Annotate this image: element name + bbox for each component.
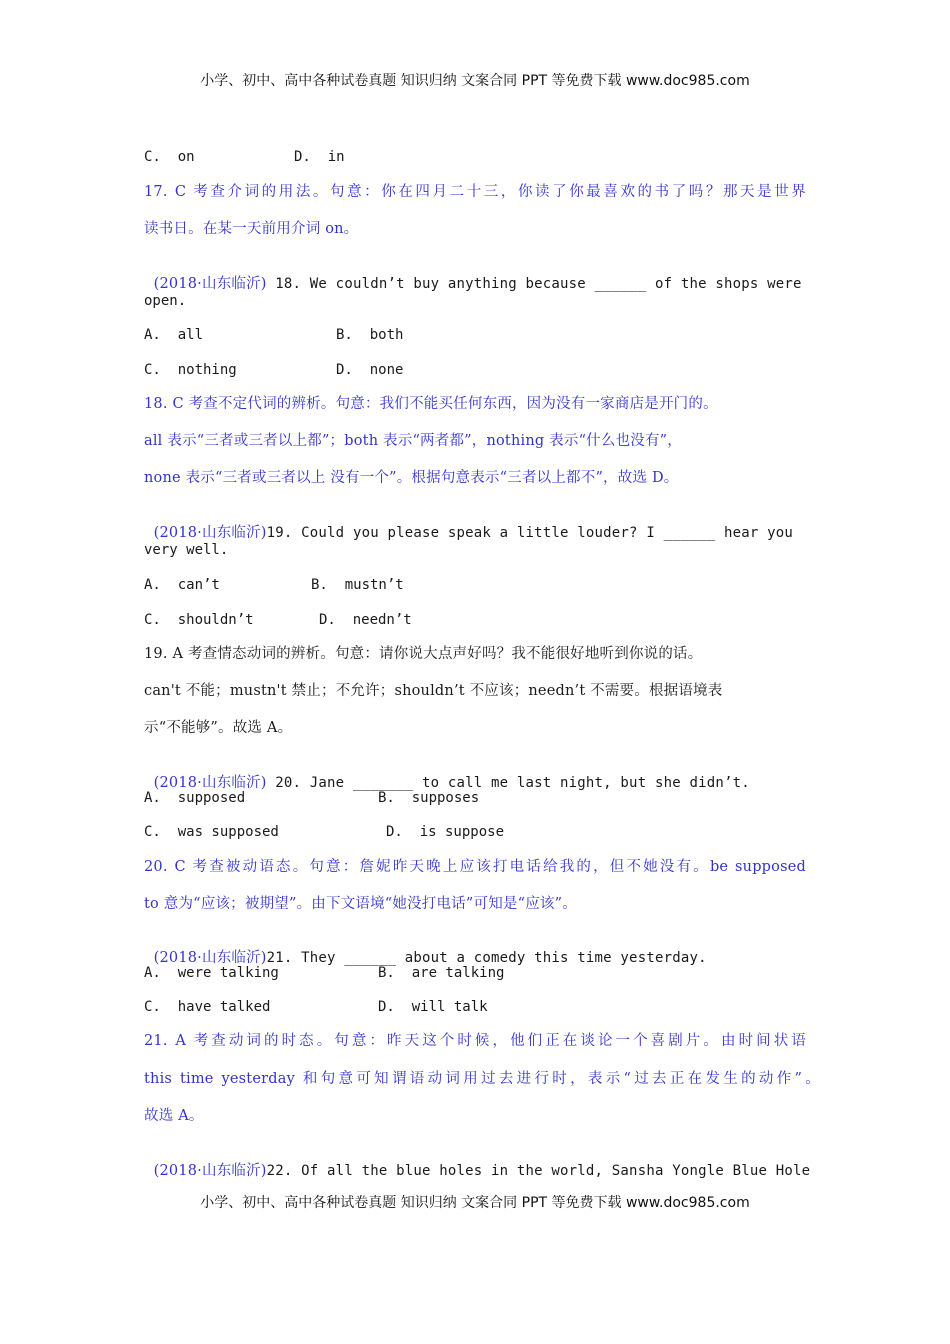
- q21-question: [144, 928, 707, 968]
- q18-answer-line-3: none 表示“三者或三者以上 没有一个”。根据句意表示“三者以上都不”，故选 D。: [144, 470, 679, 486]
- q18-option-b: B. both: [336, 327, 404, 343]
- q20-stem: 20. Jane _______ to call me last night, but she didn’t.: [266, 775, 750, 791]
- q18-option-c: C. nothing: [144, 362, 237, 378]
- q17-option-d: D. in: [294, 149, 345, 165]
- q21-option-d: D. will talk: [378, 999, 488, 1015]
- q21-option-a: A. were talking: [144, 965, 279, 981]
- q19-option-b: B. mustn’t: [311, 577, 404, 593]
- q19-option-c: C. shouldn’t: [144, 612, 254, 628]
- q19-option-d: D. needn’t: [319, 612, 412, 628]
- q18-option-a: A. all: [144, 327, 204, 343]
- q18-source: (2018·山东临沂): [153, 276, 267, 292]
- q19-option-a: A. can’t: [144, 577, 220, 593]
- q17-option-c: C. on: [144, 149, 195, 165]
- q21-answer-line-2: this time yesterday 和句意可知谓语动词用过去进行时，表示“过去正在发生的动作”。: [144, 1071, 820, 1087]
- q19-answer-line-1: 19. A 考查情态动词的辨析。句意：请你说大点声好吗？我不能很好地听到你说的话。: [144, 646, 703, 662]
- q20-option-c: C. was supposed: [144, 824, 279, 840]
- page-header: 小学、初中、高中各种试卷真题 知识归纳 文案合同 PPT 等免费下载 www.doc985.com: [200, 73, 750, 89]
- q20-source: (2018·山东临沂): [153, 775, 267, 791]
- q20-option-b: B. supposes: [378, 790, 480, 806]
- q22-stem-line-1: 22. Of all the blue holes in the world, Sansha Yongle Blue Hole: [266, 1163, 811, 1179]
- q21-source: (2018·山东临沂): [153, 950, 267, 966]
- q22-question: [144, 1141, 810, 1181]
- q18-answer-line-1: 18. C 考查不定代词的辨析。句意：我们不能买任何东西，因为没有一家商店是开门的。: [144, 396, 718, 412]
- q18-question: [144, 254, 802, 294]
- q20-question: [144, 753, 750, 793]
- q18-stem-line-1: 18. We couldn’t buy anything because ______ of the shops were: [266, 276, 802, 292]
- q20-option-d: D. is suppose: [386, 824, 505, 840]
- q20-answer-line-1: 20. C 考查被动语态。句意：詹妮昨天晚上应该打电话给我的，但不她没有。be supposed: [144, 859, 806, 875]
- q18-answer-line-2: all 表示“三者或三者以上都”；both 表示“两者都”，nothing 表示“什么也没有”，: [144, 433, 682, 449]
- q21-answer-line-3: 故选 A。: [144, 1108, 204, 1124]
- q19-answer-line-2: can't 不能；mustn't 禁止；不允许；shouldn’t 不应该；needn’t 不需要。根据语境表: [144, 683, 723, 699]
- q19-stem-line-1: 19. Could you please speak a little louder? I ______ hear you: [266, 525, 794, 541]
- q19-question: [144, 503, 793, 543]
- q19-answer-line-3: 示“不能够”。故选 A。: [144, 720, 293, 736]
- q17-answer-line-1: 17. C 考查介词的用法。句意：你在四月二十三，你读了你最喜欢的书了吗？那天是世界: [144, 184, 806, 200]
- q21-answer-line-1: 21. A 考查动词的时态。句意：昨天这个时候，他们正在谈论一个喜剧片。由时间状语: [144, 1033, 806, 1049]
- q20-answer-line-2: to 意为“应该；被期望”。由下文语境“她没打电话”可知是“应该”。: [144, 896, 577, 912]
- page-footer: 小学、初中、高中各种试卷真题 知识归纳 文案合同 PPT 等免费下载 www.doc985.com: [200, 1195, 750, 1211]
- q19-stem-line-2: very well.: [144, 542, 229, 558]
- q19-source: (2018·山东临沂): [153, 525, 267, 541]
- q17-answer-line-2: 读书日。在某一天前用介词 on。: [144, 221, 359, 237]
- q18-option-d: D. none: [336, 362, 404, 378]
- q22-source: (2018·山东临沂): [153, 1163, 267, 1179]
- q21-option-c: C. have talked: [144, 999, 271, 1015]
- q21-stem: 21. They ______ about a comedy this time yesterday.: [266, 950, 707, 966]
- q18-stem-line-2: open.: [144, 293, 187, 309]
- q20-option-a: A. supposed: [144, 790, 246, 806]
- q21-option-b: B. are talking: [378, 965, 505, 981]
